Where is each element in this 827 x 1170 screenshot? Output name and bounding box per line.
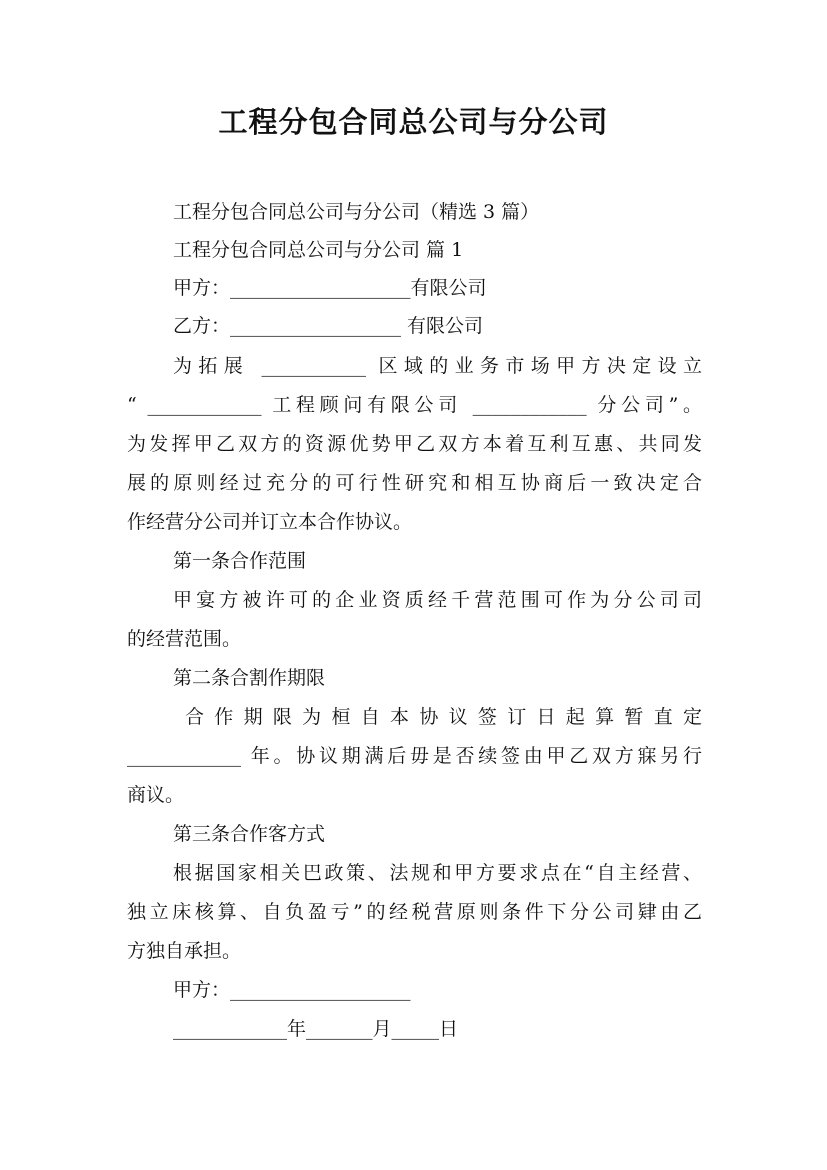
signature-party-a: 甲方：___________________ (173, 979, 411, 1001)
section-heading: 工程分包合同总公司与分公司 篇 1 (173, 239, 464, 261)
article-heading: 第一条合作范围 (173, 550, 307, 572)
paragraph-line: 甲宴方被许可的企业资质经千营范围可作为分公司司 (173, 589, 702, 611)
paragraph-line: 为拓展 ___________ 区域的业务市场甲方决定设立 (173, 355, 702, 377)
paragraph-line: 为发挥甲乙双方的资源优势甲乙双方本着互利互惠、共同发 (127, 433, 702, 455)
paragraph-line: 根据国家相关巴政策、法规和甲方要求点在“自主经营、 (173, 862, 702, 884)
paragraph-line: 展的原则经过充分的可行性研究和相互协商后一致决定合 (127, 472, 702, 494)
party-a-line: 甲方：___________________有限公司 (173, 277, 487, 299)
article-heading: 第二条合割作期限 (173, 667, 326, 689)
document-title: 工程分包合同总公司与分公司 (218, 105, 609, 139)
paragraph-line: 作经营分公司并订立本合作协议。 (127, 511, 413, 533)
paragraph-line: 方独自承担。 (127, 940, 242, 962)
article-heading: 第三条合作客方式 (173, 823, 326, 845)
paragraph-line: 独立床核算、自负盈亏”的经税营原则条件下分公司肄由乙 (127, 901, 702, 923)
subtitle-line: 工程分包合同总公司与分公司（精选 3 篇） (173, 201, 540, 223)
paragraph-line: ____________ 年。协议期满后毋是否续签由甲乙双方寐另行 (127, 745, 702, 767)
party-b-line: 乙方：__________________ 有限公司 (173, 315, 484, 337)
paragraph-line: 合作期限为桓自本协议签订日起算暂直定 (185, 706, 702, 728)
signature-date: ____________年_______月_____日 (173, 1018, 459, 1040)
paragraph-line: 的经营范围。 (127, 628, 242, 650)
paragraph-line: “ ____________ 工程顾问有限公司 ____________ 分公司”。 (127, 394, 702, 416)
paragraph-line: 商议。 (127, 784, 185, 806)
